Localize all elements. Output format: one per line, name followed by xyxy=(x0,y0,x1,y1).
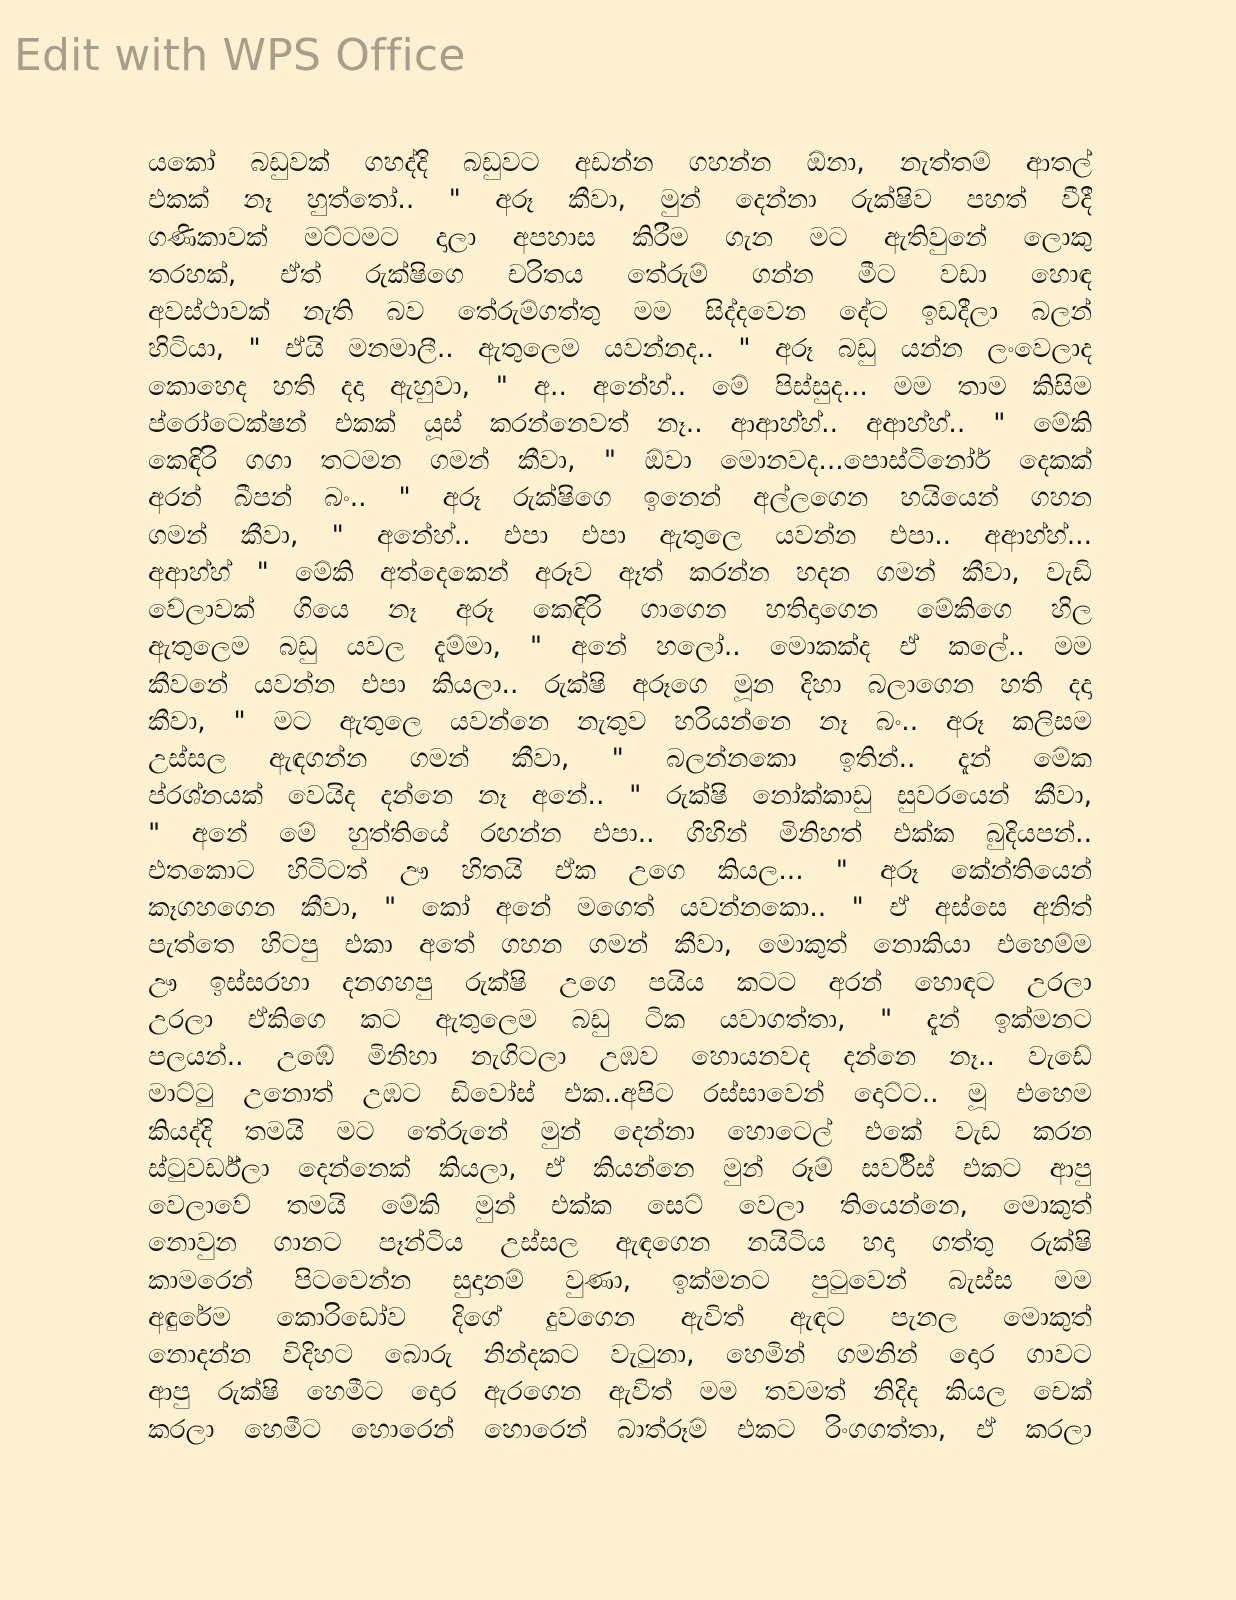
text-line: අවස්ථාවක් නැති බව තේරුම්ගත්තු මම සිද්දවෙන දේට ඉඩදීලා බලන් xyxy=(148,296,1092,327)
text-line: නොදන්න විදිහට බොරු නින්දකට වැටුනා, හෙමින් ගමනින් දොර ගාවට xyxy=(148,1339,1092,1370)
text-line: නොවුන ගානට පෑන්ටිය උස්සල ඇඳගෙන නයිටිය හදා ගත්තු රුක්ෂි xyxy=(148,1227,1092,1259)
text-line: ප්රෝටෙක්ෂන් එකක් යූස් කරන්නෙවත් නෑ.. ආආහ්හ්.. අආහ්හ්.. " මේකි xyxy=(148,407,1092,439)
wps-watermark: Edit with WPS Office xyxy=(14,30,466,81)
text-line: කීවනේ යවන්න එපා කියලා.. රුක්ෂි අරූගෙ මූන දිහා බලාගෙන හති දදා xyxy=(148,668,1092,700)
text-line: එකක් නෑ හුත්තෝ.. " අරූ කීවා, මුන් දෙන්නා රුක්ෂිව පහත් වීදී xyxy=(148,184,1092,216)
text-line: කියද්දි තමයි මට තේරුනේ මුන් දෙන්නා හොටෙල් එකේ වැඩ කරන xyxy=(148,1115,1092,1147)
text-line: හිටියා, " ඒයි මනමාලී.. ඇතුලෙම යවන්නද.. " අරූ බඩු යන්න ලංවෙලාද xyxy=(148,333,1092,365)
text-line: අරන් බීපන් බං.. " අරූ රුක්ෂිගෙ ඉනෙන් අල්ලගෙන හයියෙන් ගහන xyxy=(148,482,1092,514)
text-line: " අනේ මේ හුත්තියේ රඟන්න එපා.. ගිහින් මිනිහත් එක්ක බුදියපන්.. xyxy=(148,817,1092,849)
text-line: කීවා, " මට ඇතුලෙ යවන්නෙ නැතුව හරියන්නෙ නෑ බං.. අරූ කලිසම xyxy=(148,705,1092,737)
text-line: වේලාවක් ගියෙ නෑ අරූ කෙඳිරි ගාගෙන හතිදාගෙන මේකිගෙ හිල xyxy=(148,594,1092,625)
text-line: කොහෙද හති දදා ඇහුවා, " අ.. අනේහ්.. මේ පිස්සුද... මම තාම කිසිම xyxy=(148,370,1092,402)
document-body xyxy=(148,144,1092,1448)
text-line: ස්ටුවර්ඩ්ලා දෙන්නෙක් කියලා, ඒ කියන්නෙ මුන් රූම් සර්විස් එකට ආපු xyxy=(148,1152,1092,1184)
text-line: අආහ්හ් " මේකි අත්දෙකෙන් අරූව ඈත් කරන්න හදන ගමන් කීවා, වැඩි xyxy=(148,556,1092,588)
text-line: ඌ ඉස්සරහා දනගහපු රුක්ෂි උගෙ පයිය කටට අරන් හොඳට උරලා xyxy=(148,966,1092,998)
text-line: කාමරෙන් පිටවෙන්න සුදානම් වුණා, ඉක්මනට පුටුවෙන් බැස්ස මම xyxy=(148,1264,1092,1296)
text-line: කරලා හෙමීට හොරෙන් හොරෙන් බාත්රූම් එකට රිංගගත්තා, ඒ කරලා xyxy=(148,1413,1092,1445)
text-line: ආපු රුක්ෂි හෙමීට දොර ඇරගෙන ඇවිත් මම තවමත් නිදිද කියල චෙක් xyxy=(148,1376,1092,1408)
text-line: තරහක්, ඒත් රුක්ෂිගෙ චරිතය තේරුම් ගන්න මීට වඩා හොඳ xyxy=(148,258,1092,290)
text-line: ගමන් කීවා, " අනේහ්.. එපා එපා ඇතුලෙ යවන්න එපා.. අආහ්හ්... xyxy=(148,519,1092,551)
text-line: උරලා ඒකිගෙ කට ඇතුලෙම බඩු ටික යවාගත්තා, " දැන් ඉක්මනට xyxy=(148,1003,1092,1035)
text-line: වෙලාවේ තමයි මේකි මුන් එක්ක සෙට් වෙලා තියෙන්නෙ, මොකුත් xyxy=(148,1190,1092,1221)
text-line: අඳුරේම කොරිඩෝව දිගේ දුවගෙන ඇවිත් ඇඳට පැනල මොකුත් xyxy=(148,1301,1092,1333)
text-line: මාට්ටු උනොත් උඹට ඩිවෝස් එක..අපිට රස්සාවෙන් දොට්ට.. මූ එහෙම xyxy=(148,1078,1092,1110)
text-line: උස්සල ඇඳගන්න ගමන් කීවා, " බලන්නකො ඉතින්.. දැන් මේක xyxy=(148,743,1092,774)
text-line: කෙඳිරි ගගා තටමන ගමන් කීවා, " ඕවා මොනවද...පොස්ටිනෝර් දෙකක් xyxy=(148,445,1092,476)
text-line: පැත්තෙ හිටපු එකා අතේ ගහන ගමන් කීවා, මොකුත් නොකියා එහෙම්ම xyxy=(148,929,1092,961)
text-line: පලයන්.. උඹේ මිනිහා නැගිටලා උඹව හොයනවද දන්නෙ නෑ.. වැඩේ xyxy=(148,1041,1092,1072)
text-line: ගණිකාවක් මට්ටමට දාලා අපහාස කිරීම ගැන මට ඇතිවුනේ ලොකු xyxy=(148,221,1092,253)
text-line: ප්රශ්නයක් වෙයිද දන්නෙ නෑ අනේ.. " රුක්ෂි නෝක්කාඩු සුවරයෙන් කීවා, xyxy=(148,780,1092,812)
text-line: ඇතුලෙම බඩු යවල දැම්මා, " අනේ හලෝ.. මොකක්ද ඒ කලේ.. මම xyxy=(148,631,1092,663)
text-line: කෑගහගෙන කීවා, " කෝ අනේ මගෙත් යවන්නකො.. " ඒ අස්සෙ අනිත් xyxy=(148,892,1092,923)
text-line: එතකොට හිටිටත් ඌ හිතයි ඒක උගෙ කියල... " අරූ කේන්තියෙන් xyxy=(148,854,1092,886)
text-line: යකෝ බඩුවක් ගහද්දි බඩුවට අඩන්න ගහන්න ඕනා, නැත්තම් ආතල් xyxy=(148,147,1092,178)
